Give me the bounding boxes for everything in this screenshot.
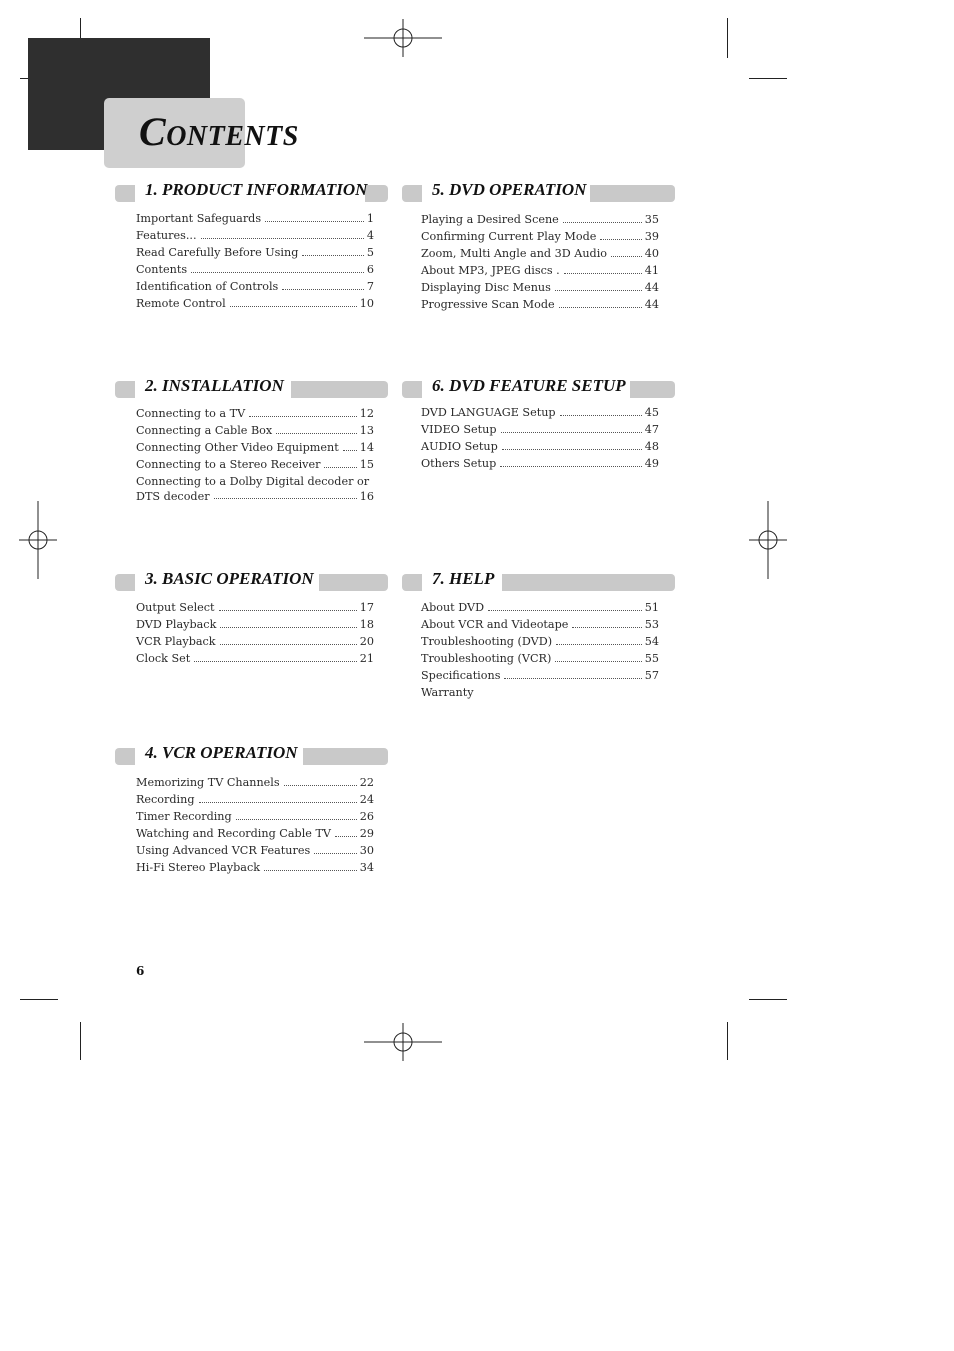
toc-entry[interactable]: Progressive Scan Mode 44	[421, 298, 659, 311]
toc-entry[interactable]: Watching and Recording Cable TV 29	[136, 827, 374, 840]
section-title: 5. DVD OPERATION	[432, 180, 587, 199]
section-header-cap	[115, 748, 135, 765]
toc-entry-list	[421, 404, 659, 472]
section-header	[115, 376, 388, 399]
toc-entry[interactable]: VCR Playback 20	[136, 635, 374, 648]
page-title-initial: C	[139, 109, 167, 154]
toc-entry[interactable]: Others Setup 49	[421, 457, 659, 470]
toc-entry[interactable]: Connecting to a Dolby Digital decoder or DTS decoder 16	[136, 475, 374, 503]
toc-entry[interactable]: DVD LANGUAGE Setup 45	[421, 406, 659, 419]
toc-entry[interactable]: Troubleshooting (VCR) 55	[421, 652, 659, 665]
section-header	[402, 180, 675, 203]
toc-entry[interactable]: Connecting a Cable Box 13	[136, 424, 374, 437]
toc-entry[interactable]: Using Advanced VCR Features 30	[136, 844, 374, 857]
toc-entry[interactable]: Features... 4	[136, 229, 374, 242]
toc-entry[interactable]: Important Safeguards 1	[136, 212, 374, 225]
toc-entry[interactable]: Warranty	[421, 686, 474, 699]
section-header	[402, 376, 675, 399]
section-header-cap	[115, 185, 135, 202]
toc-entry[interactable]: Connecting to a TV 12	[136, 407, 374, 420]
toc-entry[interactable]: Hi-Fi Stereo Playback 34	[136, 861, 374, 874]
crop-mark	[727, 1022, 728, 1060]
toc-entry-list	[421, 211, 659, 313]
registration-mark-icon	[749, 501, 787, 579]
toc-entry-list	[136, 405, 374, 504]
toc-entry[interactable]: Timer Recording 26	[136, 810, 374, 823]
section-header	[115, 743, 388, 766]
page-number: 6	[136, 964, 145, 978]
section-title: 4. VCR OPERATION	[145, 743, 298, 762]
section-header-bar	[303, 748, 388, 765]
section-dvd-operation	[402, 180, 675, 311]
section-header-cap	[402, 574, 422, 591]
section-header-cap	[115, 574, 135, 591]
toc-entry[interactable]: Clock Set 21	[136, 652, 374, 665]
crop-mark	[749, 999, 787, 1000]
section-header	[115, 180, 388, 203]
toc-entry[interactable]: Recording 24	[136, 793, 374, 806]
toc-entry[interactable]: Troubleshooting (DVD) 54	[421, 635, 659, 648]
page-title	[139, 108, 299, 155]
registration-mark-icon	[19, 501, 57, 579]
toc-entry-list	[136, 210, 374, 312]
registration-mark-icon	[364, 1023, 442, 1061]
toc-entry[interactable]: Zoom, Multi Angle and 3D Audio 40	[421, 247, 659, 260]
crop-mark	[20, 999, 58, 1000]
toc-entry[interactable]: Connecting to a Stereo Receiver 15	[136, 458, 374, 471]
section-header	[115, 569, 388, 592]
section-title: 6. DVD FEATURE SETUP	[432, 376, 626, 395]
toc-entry[interactable]: Playing a Desired Scene 35	[421, 213, 659, 226]
section-dvd-feature-setup	[402, 376, 675, 470]
section-header-cap	[115, 381, 135, 398]
section-header-bar	[365, 185, 388, 202]
section-title: 2. INSTALLATION	[145, 376, 284, 395]
toc-entry[interactable]: Confirming Current Play Mode 39	[421, 230, 659, 243]
toc-entry[interactable]: About MP3, JPEG discs . 41	[421, 264, 659, 277]
toc-entry[interactable]: DVD Playback 18	[136, 618, 374, 631]
toc-entry[interactable]: Memorizing TV Channels 22	[136, 776, 374, 789]
toc-entry[interactable]: Remote Control 10	[136, 297, 374, 310]
section-title: 3. BASIC OPERATION	[145, 569, 314, 588]
crop-mark	[727, 18, 728, 58]
toc-entry[interactable]: Specifications 57	[421, 669, 659, 682]
toc-entry[interactable]: Connecting Other Video Equipment 14	[136, 441, 374, 454]
section-header-bar	[502, 574, 675, 591]
toc-entry-list	[136, 774, 374, 876]
section-help	[402, 569, 675, 699]
section-basic-operation	[115, 569, 388, 665]
section-title: 1. PRODUCT INFORMATION	[145, 180, 368, 199]
toc-entry[interactable]: About VCR and Videotape 53	[421, 618, 659, 631]
section-header-bar	[319, 574, 388, 591]
section-header-bar	[630, 381, 675, 398]
toc-entry[interactable]: Identification of Controls 7	[136, 280, 374, 293]
page-title-rest: ONTENTS	[166, 121, 299, 152]
section-header-cap	[402, 381, 422, 398]
section-header	[402, 569, 675, 592]
toc-entry-list	[421, 599, 659, 701]
toc-entry[interactable]: AUDIO Setup 48	[421, 440, 659, 453]
crop-mark	[80, 1022, 81, 1060]
toc-entry[interactable]: About DVD 51	[421, 601, 659, 614]
toc-entry[interactable]: Contents 6	[136, 263, 374, 276]
crop-mark	[749, 78, 787, 79]
toc-entry[interactable]: Output Select 17	[136, 601, 374, 614]
section-vcr-operation	[115, 743, 388, 874]
section-header-bar	[291, 381, 388, 398]
section-title: 7. HELP	[432, 569, 495, 588]
toc-entry[interactable]: Read Carefully Before Using 5	[136, 246, 374, 259]
section-product-information	[115, 180, 388, 310]
toc-entry[interactable]: VIDEO Setup 47	[421, 423, 659, 436]
section-header-cap	[402, 185, 422, 202]
section-header-bar	[590, 185, 675, 202]
toc-entry[interactable]: Displaying Disc Menus 44	[421, 281, 659, 294]
toc-entry-list	[136, 599, 374, 667]
registration-mark-icon	[364, 19, 442, 57]
section-installation	[115, 376, 388, 503]
